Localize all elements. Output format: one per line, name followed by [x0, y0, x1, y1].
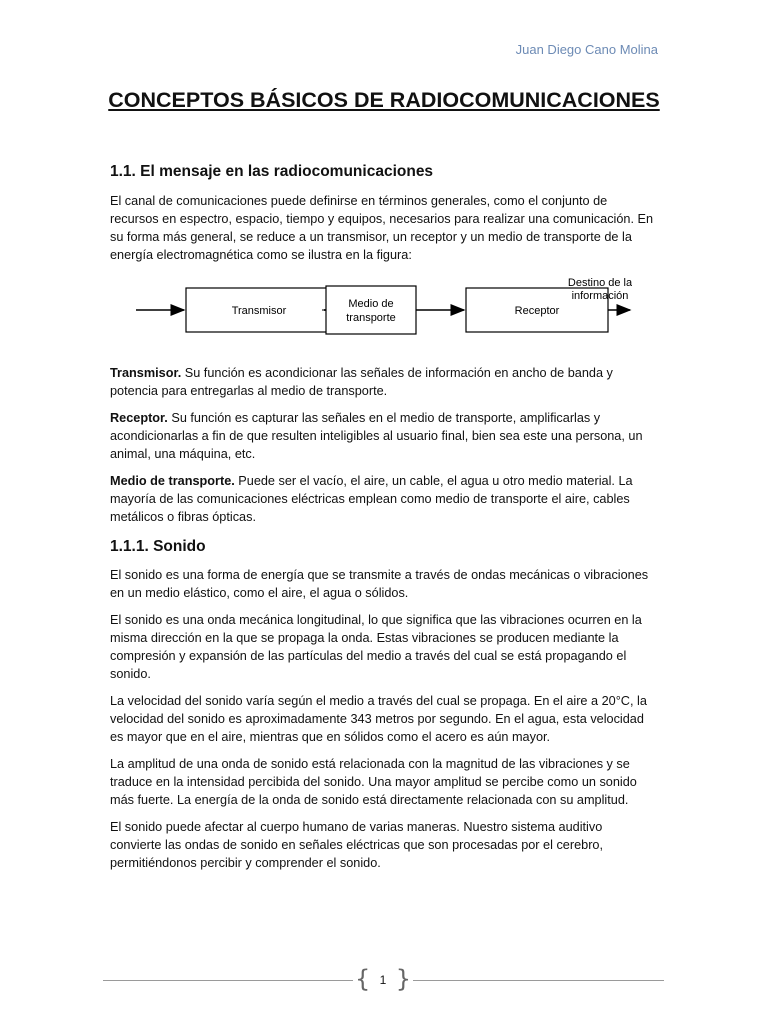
medium-text: Puede ser el vacío, el aire, un cable, el agua u otro medio material. La mayoría de las comunicaciones eléctricas emplean como medio de transporte el aire, cables metálicos o fibras ópticas. [110, 474, 633, 524]
sound-paragraph: El sonido es una forma de energía que se transmite a través de ondas mecánicas o vibraciones en un medio elástico, como el aire, el agua o sólidos. [110, 568, 649, 600]
receiver-term: Receptor. [110, 411, 168, 425]
receiver-definition [110, 409, 656, 463]
page-number-box [353, 966, 413, 994]
block-diagram [110, 270, 656, 358]
receiver-label: Receptor [514, 305, 560, 317]
sound-paragraph: La velocidad del sonido varía según el medio a través del cual se propaga. En el aire a 20°C, la velocidad del sonido es aproximadamente 343 metros por segundo. En el agua, esta velocidad es mayor que en el aire, mientras que en sólidos como el acero es aún mayor. [110, 694, 647, 744]
transmitter-definition [110, 364, 656, 400]
medium-label-line1: Medio de [348, 298, 394, 310]
transmitter-label: Transmisor [231, 305, 287, 317]
medium-label-line2: transporte [346, 312, 396, 324]
sound-paragraph: El sonido es una onda mecánica longitudinal, lo que significa que las vibraciones ocurren en la misma dirección en la que se propaga la onda. Estas vibraciones se producen mediante la compresión y expansión de las partículas del medio a través del cual se está propagando el sonido. [110, 613, 642, 681]
document-title: CONCEPTOS BÁSICOS DE RADIOCOMUNICACIONES [108, 88, 660, 112]
page-content [110, 163, 656, 881]
section-heading-mensaje: 1.1. El mensaje en las radiocomunicaciones [110, 163, 434, 180]
sound-paragraph: La amplitud de una onda de sonido está relacionada con la magnitud de las vibraciones y se traduce en la intensidad percibida del sonido. Una mayor amplitud se percibe como un sonido más fuerte. La energía de la onda de sonido está directamente relacionada con su amplitud. [110, 757, 637, 807]
section-heading-sonido: 1.1.1. Sonido [110, 538, 206, 555]
transmitter-text: Su función es acondicionar las señales de información en ancho de banda y potencia para entregarlas al medio de transporte. [110, 366, 613, 398]
medium-definition [110, 472, 656, 526]
block-diagram-svg [132, 270, 632, 358]
medium-term: Medio de transporte. [110, 474, 235, 488]
destination-label-line2: información [571, 290, 629, 302]
sound-paragraph: El sonido puede afectar al cuerpo humano de varias maneras. Nuestro sistema auditivo convierte las ondas de sonido en señales eléctricas que son procesadas por el cerebro, permitiéndonos percibir y comprender el sonido. [110, 820, 603, 870]
page-footer [103, 966, 664, 994]
transmitter-term: Transmisor. [110, 366, 182, 380]
destination-label-line1: Destino de la [567, 277, 632, 289]
author-name: Juan Diego Cano Molina [515, 42, 658, 57]
right-brace-icon: } [395, 965, 411, 993]
left-brace-icon: { [355, 965, 371, 993]
intro-paragraph: El canal de comunicaciones puede definirse en términos generales, como el conjunto de recursos en espectro, espacio, tiempo y equipos, necesarios para realizar una comunicación. En su forma más general, se reduce a un transmisor, un receptor y un medio de transporte de la energía electromagnética como se ilustra en la figura: [110, 194, 654, 262]
medium-box [326, 286, 416, 334]
receiver-text: Su función es capturar las señales en el medio de transporte, amplificarlas y acondicionarlas a fin de que resulten inteligibles al usuario final, bien sea este una persona, un animal, una máquina, etc. [110, 411, 643, 461]
page-number: 1 [379, 973, 387, 987]
